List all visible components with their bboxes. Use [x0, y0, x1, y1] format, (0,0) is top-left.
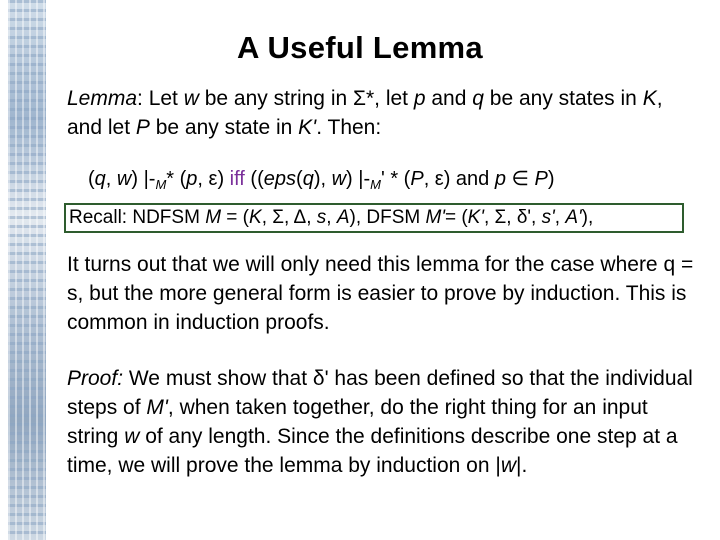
text-fragment: ,: [554, 207, 566, 228]
var-w: w: [500, 454, 516, 477]
text-fragment: , ε) and: [423, 168, 495, 190]
var-K: K: [642, 87, 657, 110]
var-A-prime: A': [565, 207, 582, 228]
text-fragment: |.: [515, 454, 528, 477]
var-q: q: [472, 87, 484, 110]
var-A: A: [336, 207, 350, 228]
var-M-prime: M': [425, 207, 445, 228]
text-fragment: be any string in: [198, 87, 353, 110]
text-fragment: , ε): [197, 168, 230, 190]
text-fragment: . Then:: [316, 116, 382, 139]
sigma-star: Σ*: [353, 87, 375, 110]
var-P: P: [410, 168, 424, 190]
yields-symbol: ) |-: [346, 168, 371, 190]
text-fragment: , Σ, Δ,: [261, 207, 317, 228]
text-fragment: ,: [105, 168, 117, 190]
slide-title: A Useful Lemma: [237, 30, 483, 65]
text-fragment: : Let: [137, 87, 184, 110]
element-of-symbol: ∈: [505, 168, 535, 190]
var-p: p: [186, 168, 198, 190]
remark-paragraph: It turns out that we will only need this lemma for the case where q = s, but the more general form is easier to prove by induction. This is common in induction proofs.: [67, 253, 694, 334]
text-fragment: , when taken together, do the right thing for an input string: [67, 396, 648, 448]
lemma-statement: [67, 84, 697, 142]
var-p: p: [413, 87, 426, 110]
text-fragment: = (: [444, 207, 468, 228]
var-K: K: [249, 207, 262, 228]
var-s: s: [316, 207, 327, 228]
text-fragment: of any length. Since the definitions describe one step at a time, we will prove the lemma by induction on |: [67, 425, 678, 477]
text-fragment: , and let: [67, 87, 663, 139]
text-fragment: (: [296, 168, 303, 190]
var-K-prime: K': [467, 207, 484, 228]
text-fragment: be any states in: [483, 87, 643, 110]
yields-symbol: ) |-: [131, 168, 156, 190]
var-M-prime: M': [146, 396, 168, 419]
text-fragment: ,: [326, 207, 337, 228]
lemma-label: Lemma: [67, 87, 138, 110]
var-q: q: [302, 168, 314, 190]
var-s-prime: s': [541, 207, 555, 228]
text-fragment: ), DFSM: [349, 207, 426, 228]
var-K-prime: K': [298, 116, 317, 139]
text-fragment: We must show that δ' has been defined so that the individual steps of: [67, 367, 693, 419]
text-fragment: (: [88, 168, 95, 190]
var-p: p: [494, 168, 506, 190]
var-w: w: [331, 168, 347, 190]
var-w: w: [183, 87, 199, 110]
subscript-M-prime: M: [370, 177, 381, 192]
text-fragment: ),: [581, 207, 594, 228]
text-fragment: be any state in: [149, 116, 299, 139]
var-w: w: [116, 168, 132, 190]
text-fragment: Recall: NDFSM: [69, 207, 206, 228]
var-P: P: [534, 168, 548, 190]
text-fragment: ' * (: [380, 168, 411, 190]
text-fragment: ): [547, 168, 555, 190]
var-P: P: [135, 116, 150, 139]
proof-label: Proof:: [67, 367, 124, 390]
text-fragment: , Σ, δ',: [483, 207, 542, 228]
lemma-formula: [88, 166, 555, 192]
text-fragment: ),: [313, 168, 332, 190]
iff-keyword: iff: [229, 168, 245, 190]
text-fragment: , let: [374, 87, 414, 110]
decorative-side-strip: [8, 0, 46, 540]
recall-box: [64, 203, 684, 233]
text-fragment: * (: [166, 168, 187, 190]
text-fragment: and: [425, 87, 473, 110]
text-fragment: = (: [221, 207, 249, 228]
text-fragment: ((: [244, 168, 264, 190]
eps-function: eps: [263, 168, 297, 190]
var-M: M: [205, 207, 222, 228]
subscript-M: M: [155, 177, 167, 192]
proof-paragraph: [67, 364, 697, 480]
var-w: w: [124, 425, 140, 448]
var-q: q: [94, 168, 106, 190]
